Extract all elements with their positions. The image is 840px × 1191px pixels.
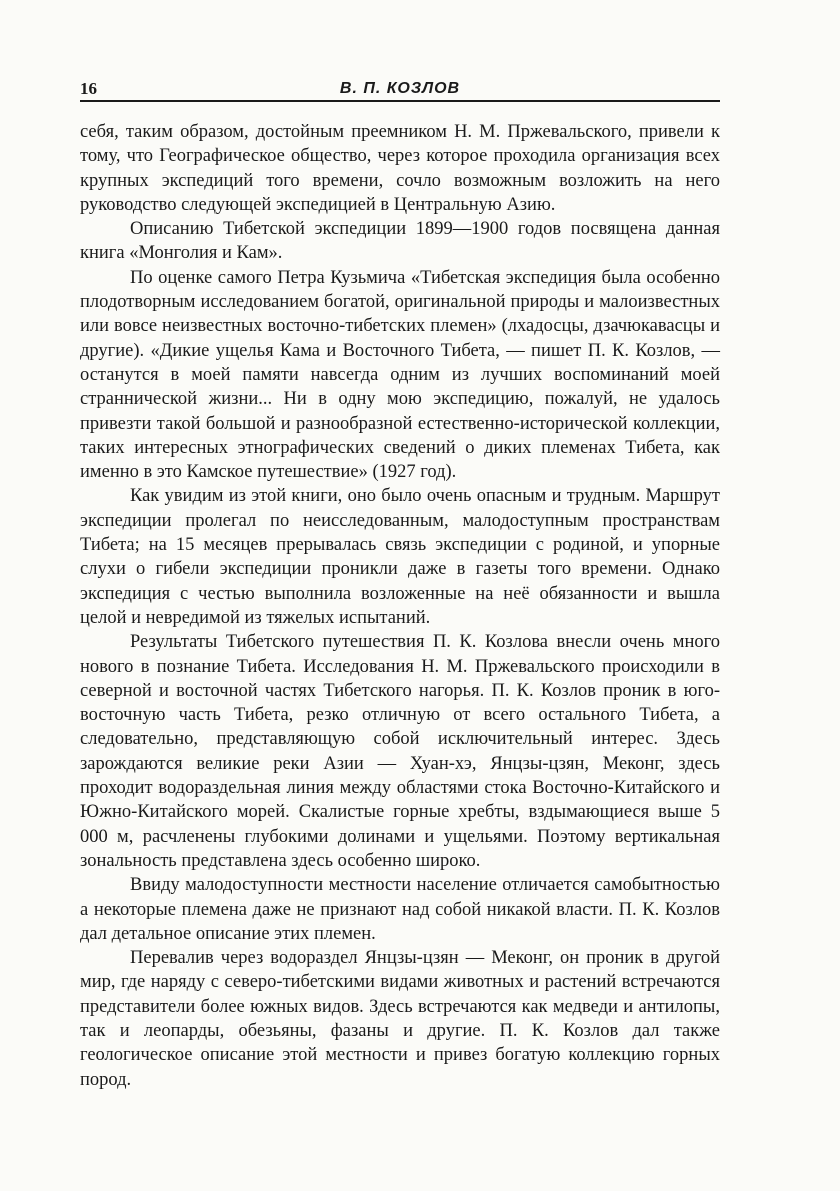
paragraph: Результаты Тибетского путешествия П. К. Козлова внесли очень много нового в познание Тибета. Исследования Н. М. Пржевальского происходили в северной и восточной частях Тибетского нагорья. П. К. Козлов проник в юго-восточную часть Тибета, резко отличную от всего остального Тибета, а следовательно, представляющую собой исключительный интерес. Здесь зарождаются великие реки Азии — Хуан-хэ, Янцзы-цзян, Меконг, здесь проходит водораздельная линия между областями стока Восточно-Китайского и Южно-Китайского морей. Скалистые горные хребты, вздымающиеся выше 5 000 м, расчленены глубокими долинами и ущельями. Поэтому вертикальная зональность представлена здесь особенно широко. — [80, 632, 720, 871]
document-page — [80, 78, 720, 1092]
paragraph: По оценке самого Петра Кузьмича «Тибетская экспедиция была особенно плодотворным исследованием богатой, оригинальной природы и малоизвестных или вовсе неизвестных восточно-тибетских племен» (лхадосцы, дзачюкавасцы и другие). «Дикие ущелья Кама и Восточного Тибета, — пишет П. К. Козлов, — останутся в моей памяти навсегда одним из лучших воспоминаний моей страннической жизни... Ни в одну мою экспедицию, пожалуй, не удалось привезти такой большой и разнообразной естественно-исторической коллекции, таких интересных этнографических сведений о диких племенах Тибета, как именно в это Камское путешествие» (1927 год). — [80, 267, 720, 483]
page-header — [80, 78, 720, 102]
paragraph: Как увидим из этой книги, оно было очень опасным и трудным. Маршрут экспедиции пролегал по неисследованным, малодоступным пространствам Тибета; на 15 месяцев прерывалась связь экспедиции с родиной, и упорные слухи о гибели экспедиции проникли даже в газеты того времени. Однако экспедиция с честью выполнила возложенные на неё обязанности и вышла целой и невредимой из тяжелых испытаний. — [80, 486, 720, 628]
page-number: 16 — [80, 79, 97, 98]
paragraph: Ввиду малодоступности местности население отличается самобытностью а некоторые племена даже не признают над собой никакой власти. П. К. Козлов дал детальное описание этих племен. — [80, 875, 720, 944]
paragraph-continued: себя, таким образом, достойным преемником Н. М. Пржевальского, привели к тому, что Географическое общество, через которое проходила организация всех крупных экспедиций того времени, сочло возможным возложить на него руководство следующей экспедицией в Центральную Азию. — [80, 122, 720, 215]
body-text — [80, 120, 720, 1092]
paragraph: Описанию Тибетской экспедиции 1899—1900 годов посвящена данная книга «Монголия и Кам». — [80, 219, 720, 264]
paragraph: Перевалив через водораздел Янцзы-цзян — Меконг, он проник в другой мир, где наряду с северо-тибетскими видами животных и растений встречаются представители более южных видов. Здесь встречаются как медведи и антилопы, так и леопарды, обезьяны, фазаны и другие. П. К. Козлов дал также геологическое описание этой местности и привез богатую коллекцию горных пород. — [80, 948, 720, 1090]
running-title: В. П. КОЗЛОВ — [339, 80, 461, 97]
